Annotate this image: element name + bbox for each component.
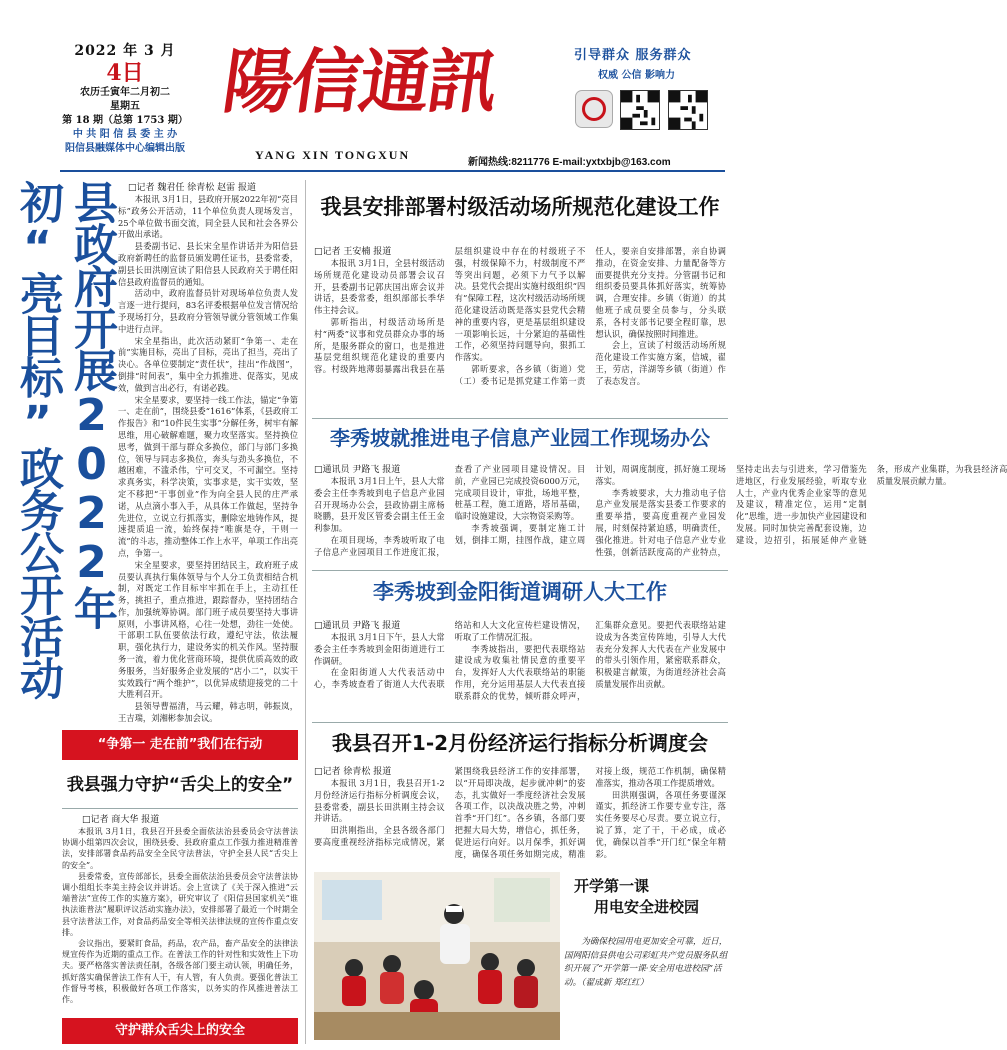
app-icon [575, 90, 613, 142]
column-divider [305, 180, 306, 1044]
paragraph: 会上，宣读了村级活动场所规范化建设工作实施方案，信城，翟王，劳店，洋湖等乡镇（街道）作了表态发言。 [595, 340, 726, 386]
newspaper-logo: 陽信通訊 [218, 40, 502, 123]
feature-photo [314, 872, 560, 1040]
paragraph: 县领导曹福清，马云耀，韩志明，韩振岚，王吉瑞，刘湘彬参加会议。 [118, 701, 298, 724]
publisher: 阳信县融媒体中心编辑出版 [65, 143, 185, 154]
story1-byline: □记者 王安楠 报道 [314, 247, 392, 257]
hotline: 新闻热线:8211776 E-mail:yxtxbjb@163.com [468, 157, 671, 168]
slogan: 引导群众 服务群众 [574, 48, 692, 63]
paragraph: 郭昕指出，村级活动场所是村“两委”议事和党员群众办事的场所，是服务群众的窗口，也是推进基层党组织规范化建设的重要内容。村级阵地薄弱暴露出我县在基层组织建设中存在的村级班子不强，村级保障不力，村级制度不严等突出问题，必须下力气予以解决。县党代会提出实施村级组织“四有”保障工程，这次村级活动场所规范化建设活动既是落实县党代会精神的重要内容，更是基层组织建设一项影响长远，十分紧迫的基础性工作，必须坚持问题导向，狠抓工作落实。 [314, 246, 586, 375]
paragraph: 田洪刚指出，全县各级各部门要高度重视经济指标完成情况，紧紧围绕我县经济工作的安排部署，以“开局即决战，起步就冲刺”的姿态，扎实做好一季度经济社会发展各项工作，以决战决胜之势，冲刺首季“开门红”。各乡镇，各部门要把握大局大势，增信心，抓任务，促进运行向好。以月保季，抓好调度，确保各项任务如期完成，精准对接上级，规范工作机制，确保精准落实，推动各项工作提质增效。 [314, 766, 726, 859]
header-divider [60, 170, 725, 172]
feature-caption-block [564, 876, 728, 990]
qr-code-icon [620, 90, 660, 130]
paragraph: 本报讯 3月1日，县政府开展2022年初“亮目标”政务公开活动，11个单位负责人现场发言，25个单位做书面交流，同全县人民和社会各界公开做出承诺。 [118, 194, 298, 240]
divider [312, 418, 728, 419]
paragraph: 县委副书记、县长宋全星作讲话并为阳信县政府新聘任的监督员颁发聘任证书，县委常委，副县长田洪刚宣读了阳信县人民政府关于聘任阳信县政府监督员的通知。 [118, 241, 298, 287]
paragraph: 宋全星要求，要坚持一线工作法，锚定“争第一、走在前”，围绕县委“1616”体系，《县政府工作报告》和“10件民生实事”分解任务，树牢有解思维，用心破解难题，聚力攻坚落实。坚持换位思考，做到干部与群众多换位，部门与部门多换位，领导与同志多换位，奔头与劲头多换位，不越困难，不滥杀伟，宁可交叉，不可漏空。坚持求真务实，科学决策，实事求是，实干实效，坚定不移把“干事创业”作为向全县人民的庄严承诺，从点滴小事入手，从具体工作做起，坚持争先进位，立说立行抓落实，删除宏地铸作风，提速提质追一流，始终保持“唯旗是夺，干则一流”的斗志，推动整体工作上水平，单项工作出亮点，争第一。 [118, 394, 298, 558]
paragraph: 活动中，政府监督员针对现场单位负责人发言逐一进行提问，83名评委根据单位发言情况给予现场打分，县政府分管领导就分管领域工作集中进行点评。 [118, 288, 298, 334]
story4-headline: 我县召开1-2月份经济运行指标分析调度会 [331, 731, 709, 755]
paragraph: 本报讯 3月1日下午，县人大常委会主任李秀坡到金阳街道进行工作调研。 [314, 632, 445, 666]
lead-byline: □记者 魏君任 徐青松 赵雷 报道 [128, 183, 256, 193]
weekday: 星期五 [110, 101, 140, 112]
logo-pinyin: YANG XIN TONGXUN [255, 148, 411, 162]
sponsor: 中 共 阳 信 县 委 主 办 [72, 129, 178, 140]
divider [312, 570, 728, 571]
paragraph: 宋全星指出，此次活动紧盯“争第一、走在前”实施目标，亮出了目标，亮出了担当，亮出了决心。各单位要制定“责任状”，挂出“作战图”，倒排“时间表”，集中全力抓推进、促落实，见成效，做到言出必行，有诺必践。 [118, 335, 298, 393]
story2-article [314, 464, 1007, 568]
paragraph: 在项目现场，李秀坡听取了电子信息产业园项目工作进度汇报，查看了产业园项目建设情况。目前，产业园已完成投资6000万元，完成项目设计，审批，场地平整，桩基工程，施工道路，塔吊基础，临时设施建设，大宗物资采购等。 [314, 464, 586, 557]
slogan-sub: 权威 公信 影响力 [598, 70, 675, 81]
paragraph: 县委常委，宣传部部长，县委全面依法治县委员会守法普法协调小组组长李美主持会议并讲话。会上宣读了《关于深入推进“云端普法”宣传工作的实施方案》，研究审议了《阳信县国家机关“谁执法谁普法”履职评议活动实施办法》，安排部署了最近一个时期全县守法普法工作，对食品药品安全等相关法律法规的宣传作重点安排。 [62, 871, 298, 937]
lunar-date: 农历壬寅年二月初二 [80, 87, 170, 98]
feature-subtitle: 用电安全进校园 [594, 898, 700, 916]
date-year-month: 2022 年 3 月 [74, 43, 176, 59]
lead-body [118, 194, 298, 725]
paragraph: 本报讯 3月1日，我县召开1-2月份经济运行指标分析调度会议，县委常委，副县长田洪刚主持会议并讲话。 [314, 778, 445, 824]
food-safety-banner: 守护群众舌尖上的安全 [62, 1018, 298, 1044]
paragraph: 宋全星要求，要坚持团结民主，政府班子成员要认真执行集体领导与个人分工负责相结合机制，对既定工作目标牢牢抓在手上，主动扛任务，挑担子，重点推进，跟踪督办，坚持团结合作，加强统筹协调。部门班子成员要坚持大事讲原则，小事讲风格，心往一处想，劲往一处使。干部职工队伍要依法行政，遵纪守法，依法履职，强化执行力，建设务实的机关作风。坚持服务一流，着力优化营商环境，提供优质高效的政务服务，当好服务企业发展的“店小二”，以实干实效践行“两个维护”，以优异成绩迎接党的二十大胜利召开。 [118, 559, 298, 700]
paragraph: 本报讯 3月1日，全县村级活动场所规范化建设动员部署会议召开，县委副书记郭庆国出席会议并讲话，县委常委，组织部部长季华伟主持会议。 [314, 258, 445, 316]
food-safety-article [62, 814, 298, 1014]
paragraph: 本报讯 3月1日上午，县人大常委会主任李秀坡到电子信息产业园召开现场办公会，县政协副主席杨晓鹏，县开发区管委会副主任王金利参加。 [314, 476, 445, 534]
qr-code-icon [668, 90, 708, 130]
story4-byline: □记者 徐青松 报道 [314, 767, 392, 777]
paragraph: 本报讯 3月1日，我县召开县委全面依法治县委员会守法普法协调小组第四次会议，围绕县委、县政府重点工作强力推进精准普法，安排部署食品药品安全全民守法普法，守护全县人民“舌尖上的安全”。 [62, 827, 298, 870]
divider [62, 808, 298, 809]
story1-headline: 我县安排部署村级活动场所规范化建设工作 [320, 195, 720, 219]
paragraph: 李秀坡要求，大力推动电子信息产业发展是落实县委工作要求的重要举措，要高度重视产业园发展，时刻保持紧迫感，明确责任，强化推进。针对电子信息产业专业性强，创新活跃度高的产业特点，坚持走出去与引进来，学习借鉴先进地区，行业发展经验，听取专业人士，产业内优秀企业家等的意见及建议，精准定位，运用“定制化”思维，进一步加快产业园建设和发展。同时加快完善配套设施，边建设，边招引，拓展延伸产业链条，形成产业集群，为我县经济高质量发展贡献力量。 [595, 464, 1007, 557]
food-safety-byline: □记者 商大华 报道 [82, 815, 160, 825]
story3-headline: 李秀坡到金阳街道调研人大工作 [373, 580, 667, 604]
paragraph: 在金阳街道人大代表活动中心，李秀坡查看了街道人大代表联络站和人大文化宣传栏建设情况，听取了工作情况汇报。 [314, 620, 586, 690]
story4-body [314, 766, 726, 860]
paragraph: 李秀坡指出，要把代表联络站建设成为收集社情民意的重要平台，发挥好人大代表联络站的职能作用，充分运用基层人大代表直接联系群众的优势，倾听群众呼声，汇集群众意见。要把代表联络站建设成为各类宣传阵地，引导人大代表充分发挥人大代表在产业发展中的带头引领作用，紧密联系群众，积极建言献策，为街道经济社会高质量发展作出贡献。 [454, 620, 726, 701]
lead-article [118, 182, 298, 726]
paragraph: 郭昕要求，各乡镇（街道）党（工）委书记是抓党建工作第一责任人，要亲自安排部署，亲自协调推动，在资金安排、力量配备等方面要提供充分支持。分管副书记和组织委员要具体抓好落实，统筹协调，合理安排。乡镇（街道）的其他班子成员要全员参与，分头联系，各村支部书记要全程盯靠，思想认识，确保按照时间推进。 [454, 246, 726, 386]
paragraph: 李秀坡强调，要制定施工计划，倒排工期，挂图作战，建立周计划，周调度制度，抓好施工现场落实。 [454, 464, 726, 545]
story3-article [314, 620, 726, 720]
feature-title: 开学第一课 [574, 877, 650, 895]
feature-caption: 为确保校园用电更加安全可靠，近日，国网阳信县供电公司彩虹共产党员服务队组织开展了“开学第一课·安全用电进校园”活动。（翟成新 郑红红） [564, 937, 728, 988]
story4-article [314, 766, 726, 868]
paragraph: 会议指出，要紧盯食品，药品，农产品，畜产品安全的法律法规宣传作为近期的重点工作。在普法工作的针对性和实效性上下功夫。要严格落实普法责任制，各级各部门要主动认领，明确任务，抓好落实确保普法工作有人干，有人管，有人负责。要强化普法工作督导考核，积极做好各项工作落实，以务实的作风推进普法工作。 [62, 939, 298, 1005]
date-day: 4日 [106, 60, 144, 86]
story2-byline: □通讯员 尹路飞 报道 [314, 465, 401, 475]
divider [312, 722, 728, 723]
food-safety-body [62, 826, 298, 1005]
story1-article [314, 246, 726, 414]
story3-byline: □通讯员 尹路飞 报道 [314, 621, 401, 631]
classroom-photo-icon [314, 872, 560, 1040]
masthead-dateline [62, 40, 188, 156]
paragraph: 田洪刚强调，各项任务要谨深谨实，抓经济工作要专业专注，落实任务要尽心尽责。要立说立行，说了算，定了干，干必成，成必优，确保以首季“开门红”保全年精彩。 [595, 789, 726, 859]
food-safety-headline: 我县强力守护“舌尖上的安全” [66, 775, 294, 795]
story1-body [314, 246, 726, 388]
issue-number: 第 18 期（总第 1753 期） [62, 115, 188, 126]
story3-body [314, 620, 726, 703]
story2-headline: 李秀坡就推进电子信息产业园工作现场办公 [330, 426, 710, 450]
lead-headline: 县政府开展2022年初“亮目标”政务公开活动 [12, 180, 117, 698]
story2-body [314, 464, 1007, 568]
lead-banner: “争第一 走在前”我们在行动 [62, 730, 298, 760]
